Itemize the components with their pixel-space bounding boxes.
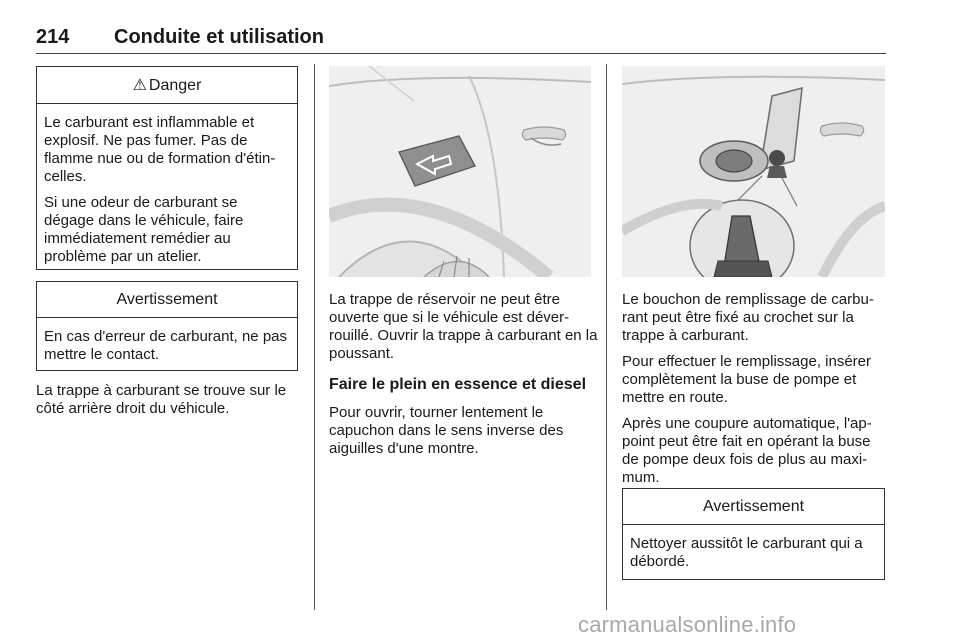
- topup-text: Après une coupure automatique, l'ap-point peut être fait en opérant la buse de pompe deux fois de plus au maxi-mum.: [622, 415, 872, 486]
- danger-title: Danger: [148, 77, 202, 94]
- fuel-door-open-illustration: [622, 66, 885, 277]
- insert-nozzle-text: Pour effectuer le remplissage, insérer complètement la buse de pompe et mettre en route.: [622, 353, 872, 406]
- danger-box-header: [37, 67, 297, 104]
- danger-paragraph-2: Si une odeur de carburant se dégage dans le véhicule, faire immédiatement remédier au problème par un atelier.: [44, 194, 244, 265]
- danger-box-body: [37, 104, 297, 272]
- warning-box-1: [36, 281, 298, 371]
- danger-box: [36, 66, 298, 270]
- warning-box-2: [622, 488, 885, 580]
- column-divider-1: [314, 64, 315, 610]
- warning-box-2-body: Nettoyer aussitôt le carburant qui a débordé.: [630, 535, 863, 570]
- fuel-door-location-text: La trappe à carburant se trouve sur le côté arrière droit du véhicule.: [36, 382, 287, 417]
- warning-box-1-header: Avertissement: [37, 282, 297, 318]
- fuel-door-open-text: La trappe de réservoir ne peut être ouverte que si le véhicule est déver-rouillé. Ouvrir la trappe à carburant en la poussant.: [329, 291, 598, 362]
- cap-open-instructions: Pour ouvrir, tourner lentement le capuchon dans le sens inverse des aiguilles d'une montre.: [329, 404, 564, 457]
- danger-paragraph-1: Le carburant est inflammable et explosif. Ne pas fumer. Pas de flamme nue ou de formation d'étin-celles.: [44, 114, 276, 185]
- page-number: 214: [36, 26, 70, 48]
- car-rear-fuel-door-drawing: [329, 66, 591, 277]
- open-fuel-door-nozzle-drawing: [622, 66, 885, 277]
- warning-box-1-body: En cas d'erreur de carburant, ne pas mettre le contact.: [44, 328, 288, 363]
- cap-hook-text: Le bouchon de remplissage de carbu-rant peut être fixé au crochet sur la trappe à carburant.: [622, 291, 874, 344]
- fuel-door-closed-illustration: [329, 66, 591, 277]
- warning-triangle-icon: ⚠: [132, 77, 147, 94]
- chapter-title: Conduite et utilisation: [114, 26, 324, 48]
- column-divider-2: [606, 64, 607, 610]
- refuel-text-block: [622, 291, 890, 487]
- page-header: [36, 24, 886, 54]
- refuel-subheading: Faire le plein en essence et diesel: [329, 376, 587, 393]
- warning-box-2-header: Avertissement: [623, 489, 884, 525]
- watermark: carmanualsonline.info: [578, 612, 797, 637]
